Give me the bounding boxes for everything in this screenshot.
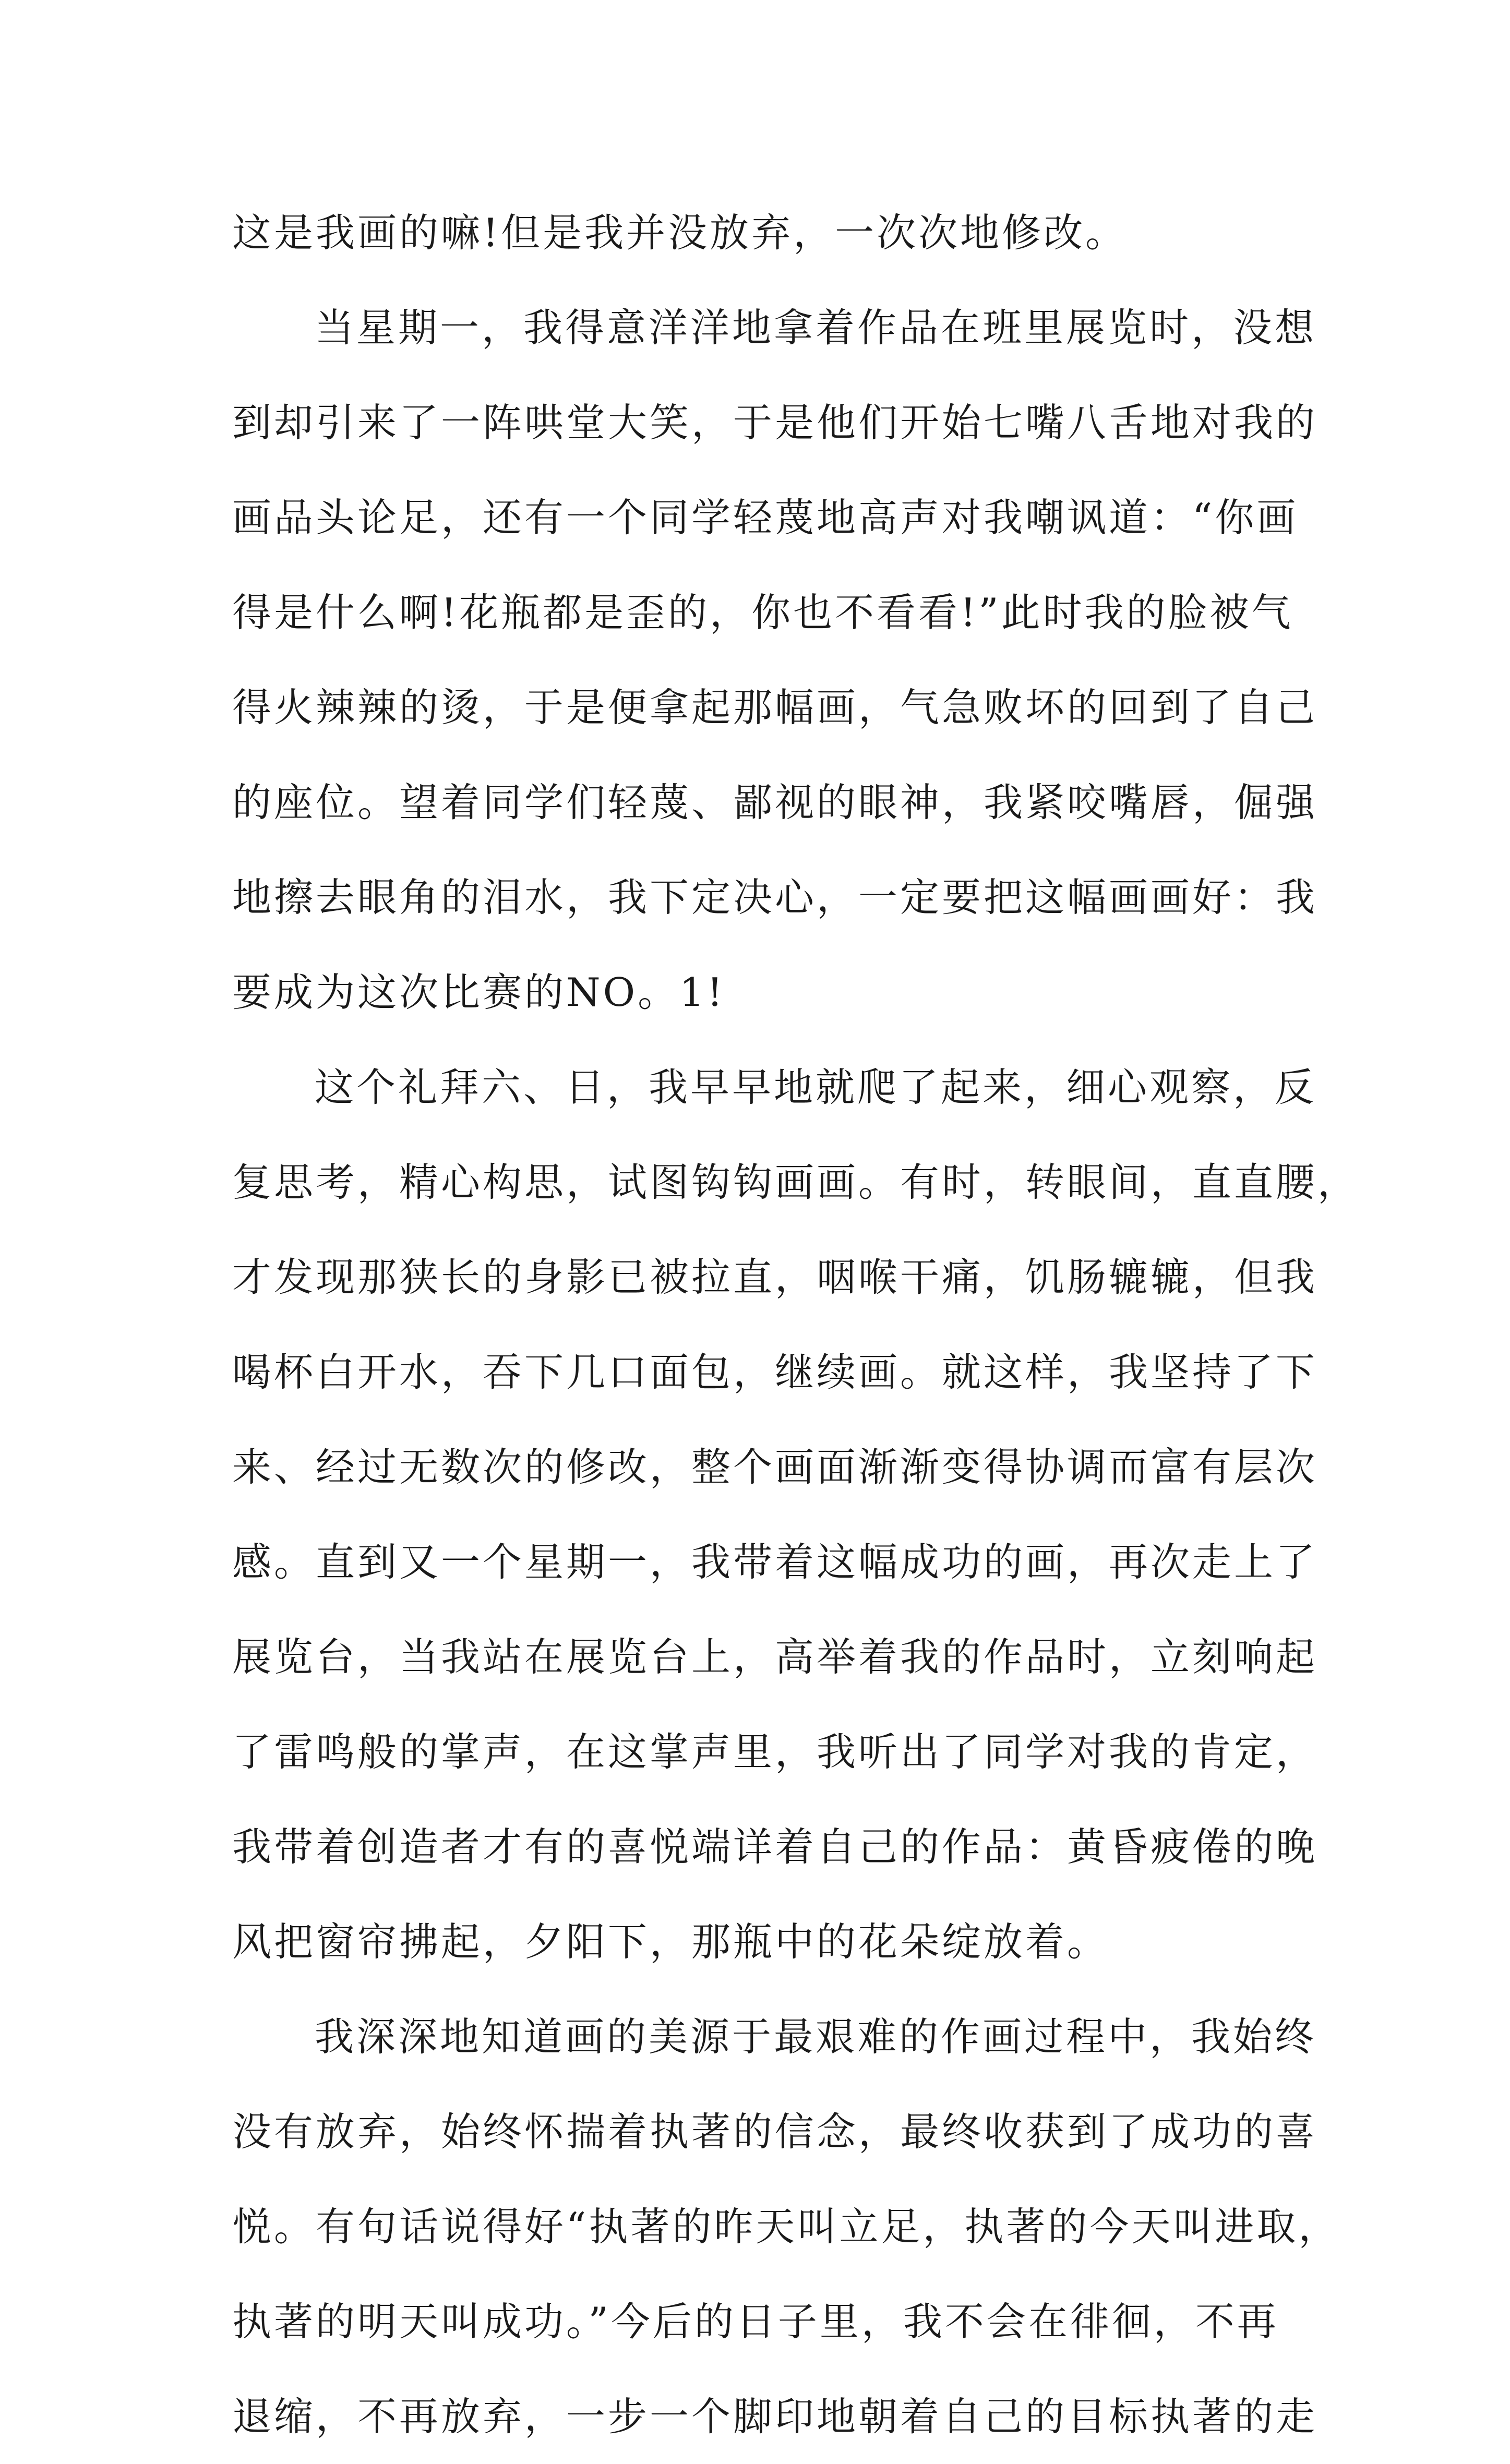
text-line: 没有放弃，始终怀揣着执著的信念，最终收获到了成功的喜 xyxy=(232,2109,1318,2155)
paragraph-2 xyxy=(232,280,1318,1040)
text-line: 了雷鸣般的掌声，在这掌声里，我听出了同学对我的肯定， xyxy=(232,1729,1318,1775)
text-line: 悦。有句话说得好“执著的昨天叫立足，执著的今天叫进取， xyxy=(232,2204,1340,2250)
text-line: 当星期一，我得意洋洋地拿着作品在班里展览时，没想 xyxy=(315,305,1317,351)
paragraph-1 xyxy=(232,185,1302,280)
text-line: 我深深地知道画的美源于最艰难的作画过程中，我始终 xyxy=(315,2014,1317,2060)
text-line: 这个礼拜六、日，我早早地就爬了起来，细心观察，反 xyxy=(315,1064,1317,1110)
text-line: 复思考，精心构思，试图钩钩画画。有时，转眼间，直直腰， xyxy=(232,1159,1360,1205)
text-line: 喝杯白开水，吞下几口面包，继续画。就这样，我坚持了下 xyxy=(232,1349,1318,1395)
text-line: 退缩，不再放弃，一步一个脚印地朝着自己的目标执著的走 xyxy=(232,2394,1318,2439)
text-line: 来、经过无数次的修改，整个画面渐渐变得协调而富有层次 xyxy=(232,1444,1318,1490)
text-line: 到却引来了一阵哄堂大笑，于是他们开始七嘴八舌地对我的 xyxy=(232,400,1318,446)
text-line: 风把窗帘拂起，夕阳下，那瓶中的花朵绽放着。 xyxy=(232,1919,1109,1965)
paragraph-3 xyxy=(232,1040,1360,1989)
text-line: 得火辣辣的烫，于是便拿起那幅画，气急败坏的回到了自己 xyxy=(232,684,1318,730)
text-line: 我带着创造者才有的喜悦端详着自己的作品：黄昏疲倦的晚 xyxy=(232,1824,1318,1870)
text-line: 才发现那狭长的身影已被拉直，咽喉干痛，饥肠辘辘，但我 xyxy=(232,1254,1318,1300)
text-line: 这是我画的嘛!但是我并没放弃，一次次地修改。 xyxy=(232,210,1128,256)
text-line: 得是什么啊!花瓶都是歪的，你也不看看!”此时我的脸被气 xyxy=(232,590,1293,635)
text-line: 展览台，当我站在展览台上，高举着我的作品时，立刻响起 xyxy=(232,1634,1318,1680)
paragraph-4 xyxy=(232,1989,1340,2464)
text-line: 执著的明天叫成功。”今后的日子里，我不会在徘徊，不再 xyxy=(232,2299,1279,2345)
essay-body xyxy=(232,185,1360,2464)
text-line: 地擦去眼角的泪水，我下定决心，一定要把这幅画画好：我 xyxy=(232,874,1318,920)
text-line: 要成为这次比赛的NO。1! xyxy=(232,969,725,1015)
text-line: 的座位。望着同学们轻蔑、鄙视的眼神，我紧咬嘴唇，倔强 xyxy=(232,779,1318,825)
text-line: 感。直到又一个星期一，我带着这幅成功的画，再次走上了 xyxy=(232,1539,1318,1585)
text-line: 画品头论足，还有一个同学轻蔑地高声对我嘲讽道：“你画 xyxy=(232,495,1299,540)
